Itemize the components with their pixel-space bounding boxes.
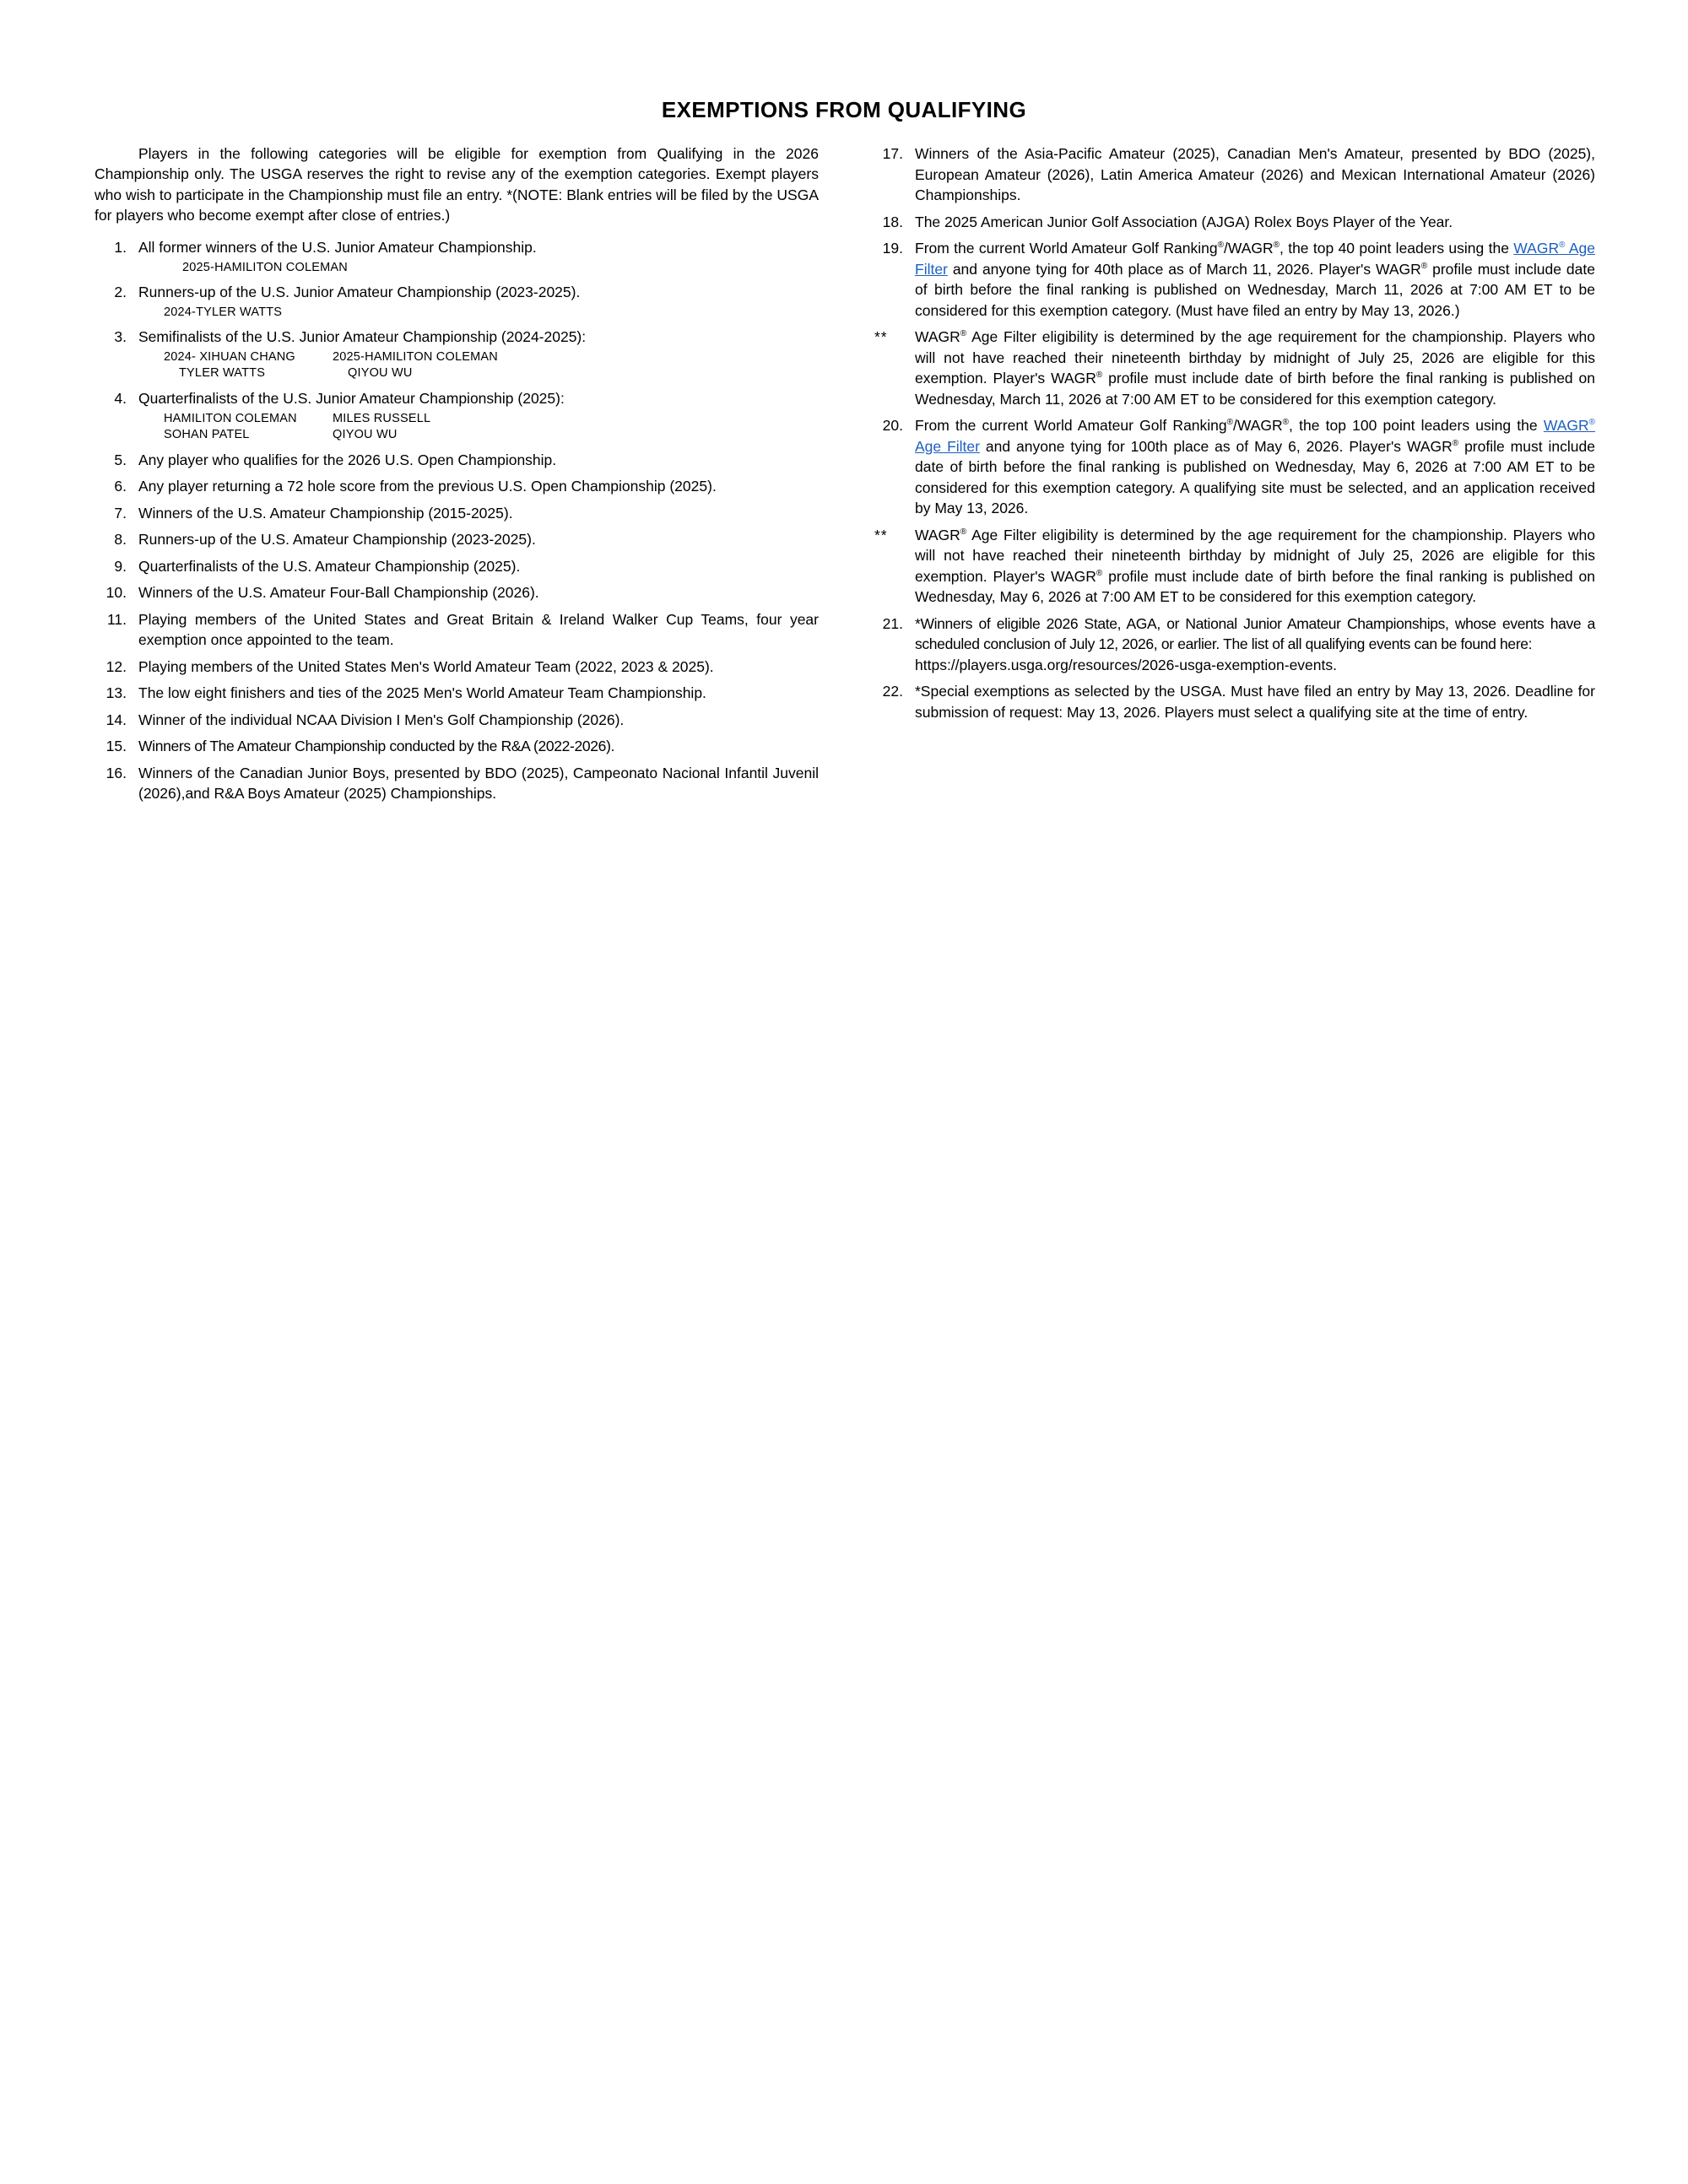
exemption-events-url[interactable]: https://players.usga.org/resources/2026-usga-exemption-events.: [915, 656, 1337, 673]
item-number: 2.: [114, 284, 127, 301]
wagr-text-1: From the current World Amateur Golf Ranking: [915, 417, 1227, 434]
registered-mark-icon: ®: [960, 527, 967, 537]
item-number: 3.: [114, 328, 127, 346]
wagr-text-5: profile must include date of birth before the final ranking is published on Wednesday, May 6, 2026 at 7:00 AM ET to be considered for this exemption category. A qualifying site must be selected, and an application received by May 13, 2026.: [915, 437, 1595, 516]
item-subnames: [138, 349, 819, 382]
registered-mark-icon: ®: [1226, 418, 1234, 428]
registered-mark-icon: ®: [1559, 241, 1566, 251]
wagr-text-1: From the current World Amateur Golf Ranking: [915, 240, 1218, 257]
item-text: Playing members of the United States and Great Britain & Ireland Walker Cup Teams, four year exemption once appointed to the team.: [138, 610, 819, 649]
player-name: 2024- XIHUAN CHANG: [164, 349, 295, 364]
list-item: [95, 450, 819, 471]
item-number: 14.: [106, 711, 127, 728]
item-text: [915, 525, 1595, 608]
item-text: Runners-up of the U.S. Junior Amateur Championship (2023-2025).: [138, 284, 581, 301]
list-item: [95, 582, 819, 603]
list-item: [871, 681, 1595, 722]
subname-row: [164, 365, 819, 382]
player-name: HAMILITON COLEMAN: [164, 411, 297, 425]
item-number: 7.: [114, 504, 127, 522]
left-column: [0, 143, 844, 810]
player-name: MILES RUSSELL: [333, 411, 431, 425]
player-name: TYLER WATTS: [179, 366, 266, 381]
subname-row: [164, 411, 819, 428]
player-name: 2025-HAMILITON COLEMAN: [333, 349, 498, 364]
wagr-text-3: profile must include date of birth before the final ranking is published on Wednesday, May 6, 2026 at 7:00 AM ET to be considered for this exemption category.: [915, 567, 1596, 605]
item-text: Winners of the U.S. Amateur Four-Ball Championship (2026).: [138, 584, 539, 602]
registered-mark-icon: ®: [1588, 418, 1595, 428]
item-text: The 2025 American Junior Golf Association (AJGA) Rolex Boys Player of the Year.: [915, 213, 1453, 230]
item-subnames: [138, 411, 819, 444]
item-text: Runners-up of the U.S. Amateur Championship (2023-2025).: [138, 531, 536, 549]
list-item-footnote: [871, 525, 1595, 608]
list-item: [95, 683, 819, 704]
item-text: Playing members of the United States Men's World Amateur Team (2022, 2023 & 2025).: [138, 657, 714, 675]
wagr-text-4: and anyone tying for 100th place as of May 6, 2026. Player's WAGR: [979, 437, 1453, 455]
item-number: 21.: [882, 614, 903, 632]
wagr-text-2: /WAGR: [1223, 240, 1274, 257]
wagr-text-1: WAGR: [915, 328, 960, 345]
list-item: [871, 143, 1595, 206]
item-number: **: [874, 526, 888, 543]
intro-paragraph: Players in the following categories will be eligible for exemption from Qualifying in the 2026 Championship only. The USGA reserves the right to revise any of the exemption categories. Exempt players who wish to participate in the Championship must file an entry. *(NOTE: Blank entries will be filed by the USGA for players who become exempt after close of entries.): [95, 145, 819, 224]
item-text: [915, 238, 1595, 321]
item-text: The low eight finishers and ties of the 2025 Men's World Amateur Team Championship.: [138, 684, 706, 702]
subname-row: [164, 349, 819, 366]
list-item: [871, 212, 1595, 233]
wagr-text-1: WAGR: [915, 526, 960, 543]
item-text: Winner of the individual NCAA Division I Men's Golf Championship (2026).: [138, 711, 625, 728]
list-item: [871, 238, 1595, 321]
registered-mark-icon: ®: [960, 329, 967, 339]
registered-mark-icon: ®: [1096, 568, 1103, 578]
player-name: QIYOU WU: [348, 366, 413, 381]
item-number: 22.: [882, 683, 903, 700]
list-item: [95, 529, 819, 550]
item-text: Quarterfinalists of the U.S. Junior Amateur Championship (2025):: [138, 390, 565, 407]
item-number: 8.: [114, 531, 127, 549]
item-number: 9.: [114, 557, 127, 575]
item-subnames: [138, 305, 819, 322]
list-item: [95, 736, 819, 757]
item-text: Winners of The Amateur Championship conducted by the R&A (2022-2026).: [138, 738, 615, 755]
wagr-text-2: Age Filter eligibility is determined by the age requirement for the championship. Players who will not have reached their nineteenth birthday by midnight of July 25, 2026 are eligible for this exemption. Player's WAGR: [915, 328, 1595, 387]
exemption-list-right: [871, 143, 1595, 722]
list-item: [95, 237, 819, 276]
player-name: 2024-TYLER WATTS: [164, 305, 283, 319]
list-item: [95, 710, 819, 731]
list-item: [95, 657, 819, 678]
link-label: WAGR: [1543, 417, 1589, 434]
item-number: 4.: [114, 390, 127, 407]
item-text: *Winners of eligible 2026 State, AGA, or National Junior Amateur Championships, whose events have a scheduled conclusion of July 12, 2026, or earlier. The list of all qualifying events can be found here:: [915, 614, 1595, 652]
item-number: 12.: [106, 657, 127, 675]
link-label-tail: Age Filter: [915, 437, 980, 455]
item-number: 13.: [106, 684, 127, 702]
registered-mark-icon: ®: [1273, 241, 1280, 251]
page-title: EXEMPTIONS FROM QUALIFYING: [661, 97, 1027, 122]
registered-mark-icon: ®: [1282, 418, 1290, 428]
item-number: 1.: [114, 239, 127, 257]
item-number: 10.: [106, 584, 127, 602]
list-item: [95, 476, 819, 497]
list-item: [95, 556, 819, 577]
right-column: [844, 143, 1688, 810]
item-text: Winners of the Canadian Junior Boys, presented by BDO (2025), Campeonato Nacional Infantil Juvenil (2026),and R&A Boys Amateur (2025) Championships.: [138, 764, 819, 803]
subname-row: [164, 427, 819, 444]
link-label-tail: Age Filter: [915, 240, 1595, 278]
registered-mark-icon: ®: [1096, 370, 1103, 381]
item-number: 17.: [882, 145, 903, 162]
item-text: *Special exemptions as selected by the USGA. Must have filed an entry by May 13, 2026. Deadline for submission of request: May 13, 2026. Players must select a qualifying site at the time of entry.: [915, 683, 1595, 721]
list-item: [95, 763, 819, 804]
wagr-text-2: Age Filter eligibility is determined by the age requirement for the championship. Players who will not have reached their nineteenth birthday by midnight of July 25, 2026 are eligible for this exemption. Player's WAGR: [915, 526, 1595, 585]
item-text: [915, 327, 1595, 409]
item-number: 16.: [106, 764, 127, 781]
list-item: [95, 609, 819, 651]
list-item: [871, 614, 1595, 676]
item-text: All former winners of the U.S. Junior Amateur Championship.: [138, 239, 537, 257]
list-item: [95, 282, 819, 321]
wagr-text-5: profile must include date of birth before the final ranking is published on Wednesday, March 11, 2026 at 7:00 AM ET to be considered for this exemption category. (Must have filed an entry by May 13, 2026.): [915, 260, 1595, 319]
item-number: **: [874, 328, 888, 345]
list-item: [871, 415, 1595, 519]
registered-mark-icon: ®: [1217, 241, 1224, 251]
wagr-text-3: profile must include date of birth before the final ranking is published on Wednesday, March 11, 2026 at 7:00 AM ET to be considered for this exemption category.: [915, 370, 1596, 408]
item-number: 5.: [114, 451, 127, 468]
player-name: 2025-HAMILITON COLEMAN: [182, 260, 348, 274]
item-text: Any player returning a 72 hole score from the previous U.S. Open Championship (2025).: [138, 478, 717, 495]
player-name: SOHAN PATEL: [164, 428, 250, 442]
item-number: 19.: [882, 240, 903, 257]
registered-mark-icon: ®: [1452, 438, 1459, 448]
item-number: 18.: [882, 213, 903, 230]
exemption-list-left: [95, 237, 819, 803]
item-text: Semifinalists of the U.S. Junior Amateur Championship (2024-2025):: [138, 328, 587, 346]
item-number: 11.: [106, 610, 127, 628]
wagr-text-3: , the top 100 point leaders using the: [1289, 417, 1544, 434]
item-text: Winners of the U.S. Amateur Championship (2015-2025).: [138, 504, 513, 522]
item-text: Any player who qualifies for the 2026 U.S. Open Championship.: [138, 451, 557, 468]
item-text: Quarterfinalists of the U.S. Amateur Championship (2025).: [138, 557, 521, 575]
list-item: [95, 327, 819, 382]
item-number: 15.: [106, 738, 127, 755]
wagr-text-3: , the top 40 point leaders using the: [1280, 240, 1514, 257]
wagr-text-4: and anyone tying for 40th place as of March 11, 2026. Player's WAGR: [947, 260, 1421, 278]
list-item: [95, 388, 819, 444]
player-name: QIYOU WU: [333, 428, 398, 442]
two-column-body: [0, 143, 1688, 810]
item-number: 20.: [882, 417, 903, 434]
link-label: WAGR: [1513, 240, 1560, 257]
item-number: 6.: [114, 478, 127, 495]
list-item: [95, 503, 819, 524]
registered-mark-icon: ®: [1420, 261, 1428, 271]
item-text: [915, 415, 1595, 519]
list-item-footnote: [871, 327, 1595, 409]
wagr-text-2: /WAGR: [1233, 417, 1283, 434]
item-subnames: [138, 260, 819, 277]
item-text: Winners of the Asia-Pacific Amateur (2025), Canadian Men's Amateur, presented by BDO (2025), European Amateur (2026), Latin America Amateur (2026) and Mexican International Amateur (2026) Championships.: [915, 145, 1595, 203]
